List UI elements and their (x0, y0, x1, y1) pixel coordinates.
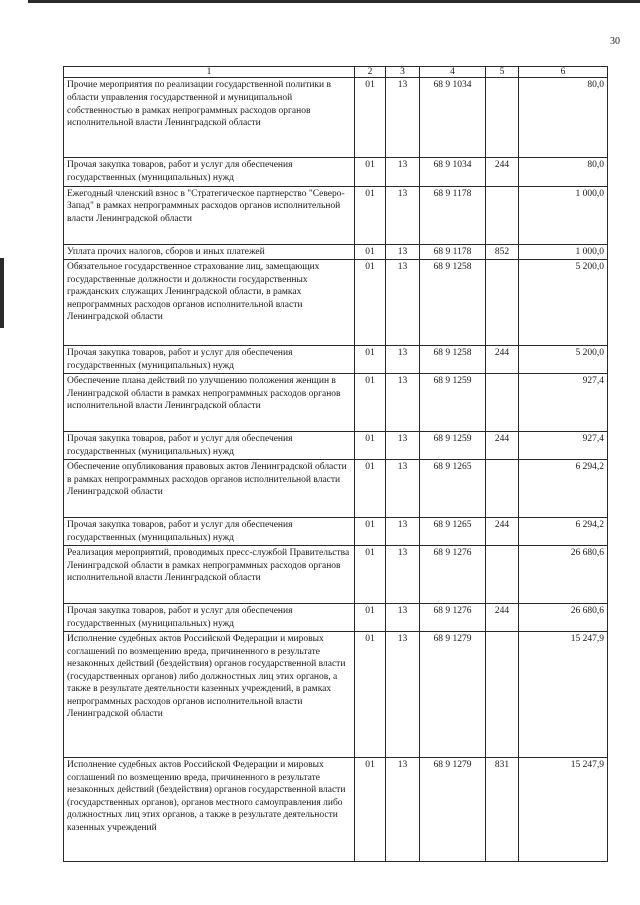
row-target-code: 68 9 1276 (420, 604, 486, 632)
column-header: 2 (355, 67, 386, 78)
row-target-code: 68 9 1034 (420, 78, 486, 158)
row-expense-type (486, 260, 519, 346)
column-header: 6 (519, 67, 608, 78)
scan-edge-left (0, 258, 4, 328)
row-target-code: 68 9 1259 (420, 432, 486, 460)
row-section: 01 (355, 78, 386, 158)
row-target-code: 68 9 1276 (420, 546, 486, 604)
table-row (64, 758, 608, 862)
row-target-code: 68 9 1279 (420, 632, 486, 758)
row-amount: 80,0 (519, 158, 608, 186)
row-amount: 5 200,0 (519, 346, 608, 374)
table-row (64, 158, 608, 186)
row-target-code: 68 9 1258 (420, 260, 486, 346)
row-name: Прочая закупка товаров, работ и услуг для обеспечения государственных (муниципальных) нужд (64, 432, 355, 460)
page-number: 30 (610, 36, 620, 47)
row-section: 01 (355, 186, 386, 244)
row-expense-type (486, 632, 519, 758)
row-target-code: 68 9 1178 (420, 186, 486, 244)
row-amount: 6 294,2 (519, 460, 608, 518)
row-expense-type (486, 374, 519, 432)
row-name: Ежегодный членский взнос в "Стратегическое партнерство "Северо-Запад" в рамках непрограммных расходов органов исполнительной власти Ленинградской области (64, 186, 355, 244)
row-target-code: 68 9 1265 (420, 460, 486, 518)
row-section: 01 (355, 244, 386, 260)
row-amount: 15 247,9 (519, 632, 608, 758)
table-row (64, 518, 608, 546)
row-subsection: 13 (386, 604, 420, 632)
row-name: Обеспечение плана действий по улучшению положения женщин в Ленинградской области в рамках непрограммных расходов органов исполнительной власти Ленинградской области (64, 374, 355, 432)
row-target-code: 68 9 1034 (420, 158, 486, 186)
table-row (64, 244, 608, 260)
column-header: 5 (486, 67, 519, 78)
table-row (64, 186, 608, 244)
row-amount: 80,0 (519, 78, 608, 158)
row-section: 01 (355, 758, 386, 862)
row-subsection: 13 (386, 432, 420, 460)
scan-edge-top (28, 0, 640, 3)
row-name: Обеспечение опубликования правовых актов Ленинградской области в рамках непрограммных расходов органов исполнительной власти Ленинградской области (64, 460, 355, 518)
row-section: 01 (355, 374, 386, 432)
row-name: Прочая закупка товаров, работ и услуг для обеспечения государственных (муниципальных) нужд (64, 158, 355, 186)
row-expense-type: 831 (486, 758, 519, 862)
row-amount: 1 000,0 (519, 186, 608, 244)
row-amount: 927,4 (519, 374, 608, 432)
row-name: Реализация мероприятий, проводимых пресс-службой Правительства Ленинградской области в рамках непрограммных расходов органов исполнительной власти Ленинградской области (64, 546, 355, 604)
row-target-code: 68 9 1259 (420, 374, 486, 432)
row-amount: 6 294,2 (519, 518, 608, 546)
row-amount: 26 680,6 (519, 546, 608, 604)
row-section: 01 (355, 518, 386, 546)
row-name: Прочая закупка товаров, работ и услуг для обеспечения государственных (муниципальных) нужд (64, 346, 355, 374)
table-row (64, 546, 608, 604)
row-target-code: 68 9 1178 (420, 244, 486, 260)
row-section: 01 (355, 604, 386, 632)
row-expense-type: 852 (486, 244, 519, 260)
row-name: Прочие мероприятия по реализации государственной политики в области управления государственной и муниципальной собственностью в рамках непрограммных расходов органов исполнительной власти Ленинградской области (64, 78, 355, 158)
row-subsection: 13 (386, 78, 420, 158)
table-row (64, 346, 608, 374)
row-subsection: 13 (386, 374, 420, 432)
table-row (64, 632, 608, 758)
row-expense-type (486, 546, 519, 604)
row-subsection: 13 (386, 244, 420, 260)
row-name: Прочая закупка товаров, работ и услуг для обеспечения государственных (муниципальных) нужд (64, 604, 355, 632)
row-subsection: 13 (386, 632, 420, 758)
row-section: 01 (355, 546, 386, 604)
table-row (64, 78, 608, 158)
row-expense-type: 244 (486, 518, 519, 546)
row-name: Обязательное государственное страхование лиц, замещающих государственные должности и должности государственных гражданских служащих Ленинградской области, в рамках непрограммных расходов органов исполнительной власти Ленинградской области (64, 260, 355, 346)
row-subsection: 13 (386, 158, 420, 186)
table-row (64, 460, 608, 518)
row-target-code: 68 9 1258 (420, 346, 486, 374)
row-expense-type: 244 (486, 346, 519, 374)
column-header: 4 (420, 67, 486, 78)
table-row (64, 432, 608, 460)
row-section: 01 (355, 346, 386, 374)
row-section: 01 (355, 632, 386, 758)
row-target-code: 68 9 1265 (420, 518, 486, 546)
column-header: 3 (386, 67, 420, 78)
row-amount: 5 200,0 (519, 260, 608, 346)
column-header: 1 (64, 67, 355, 78)
row-amount: 26 680,6 (519, 604, 608, 632)
row-name: Исполнение судебных актов Российской Федерации и мировых соглашений по возмещению вреда, причиненного в результате незаконных действий (бездействия) органов государственной власти (государственных органов) либо должностных лиц этих органов, а также в результате деятельности казенных учреждений, в рамках непрограммных расходов органов исполнительной власти Ленинградской области (64, 632, 355, 758)
table-row (64, 260, 608, 346)
row-name: Прочая закупка товаров, работ и услуг для обеспечения государственных (муниципальных) нужд (64, 518, 355, 546)
row-expense-type (486, 460, 519, 518)
row-subsection: 13 (386, 758, 420, 862)
row-expense-type: 244 (486, 158, 519, 186)
row-section: 01 (355, 432, 386, 460)
row-expense-type: 244 (486, 604, 519, 632)
table-row (64, 374, 608, 432)
row-section: 01 (355, 460, 386, 518)
row-subsection: 13 (386, 260, 420, 346)
row-expense-type (486, 186, 519, 244)
row-section: 01 (355, 260, 386, 346)
row-section: 01 (355, 158, 386, 186)
row-subsection: 13 (386, 346, 420, 374)
row-name: Уплата прочих налогов, сборов и иных платежей (64, 244, 355, 260)
row-name: Исполнение судебных актов Российской Федерации и мировых соглашений по возмещению вреда, причиненного в результате незаконных действий (бездействия) органов государственной власти (государственных органов), органов местного самоуправления либо должностных лиц этих органов, а также в результате деятельности казенных учреждений (64, 758, 355, 862)
row-subsection: 13 (386, 518, 420, 546)
row-amount: 1 000,0 (519, 244, 608, 260)
table-row (64, 604, 608, 632)
row-amount: 927,4 (519, 432, 608, 460)
row-subsection: 13 (386, 460, 420, 518)
header-row (64, 67, 608, 78)
row-subsection: 13 (386, 546, 420, 604)
budget-table (63, 66, 608, 862)
row-expense-type: 244 (486, 432, 519, 460)
row-expense-type (486, 78, 519, 158)
row-target-code: 68 9 1279 (420, 758, 486, 862)
row-amount: 15 247,9 (519, 758, 608, 862)
row-subsection: 13 (386, 186, 420, 244)
